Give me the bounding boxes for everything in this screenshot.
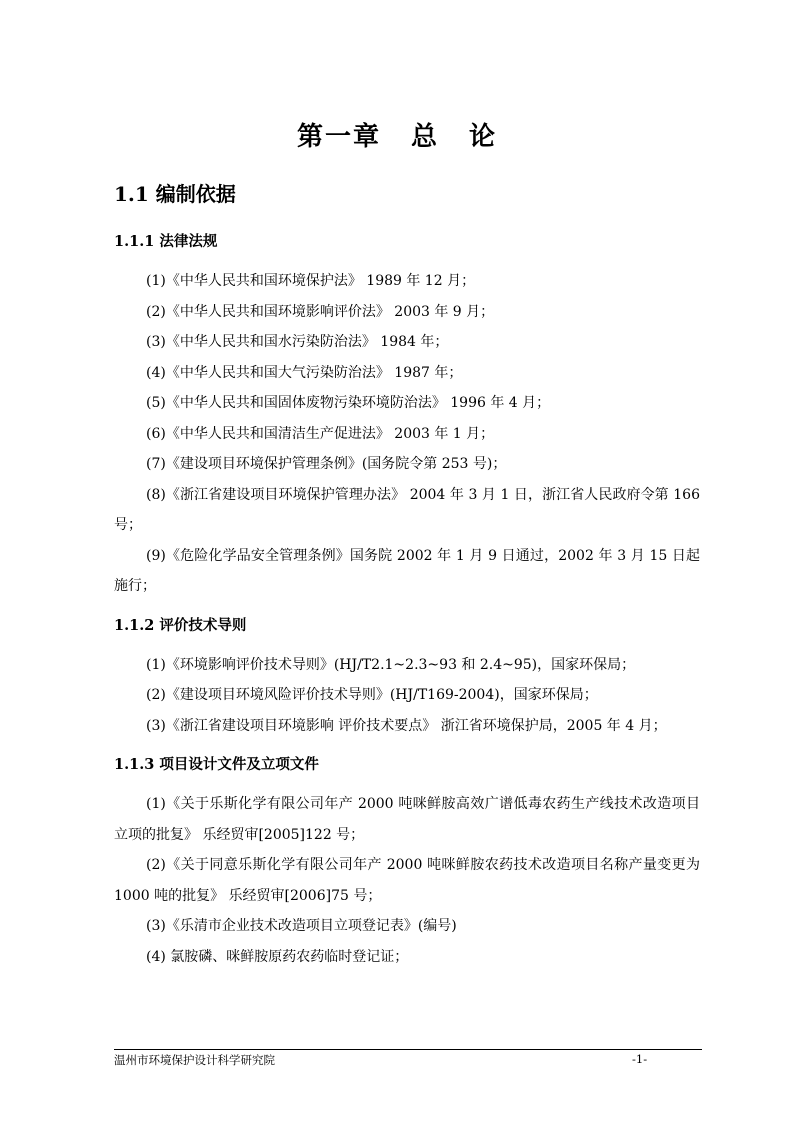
footer-organization: 温州市环境保护设计科学研究院 bbox=[114, 1053, 275, 1067]
list-item: (4)《中华人民共和国大气污染防治法》 1987 年； bbox=[146, 364, 463, 381]
list-item: (1)《关于乐斯化学有限公司年产 2000 吨咪鲜胺高效广谱低毒农药生产线技术改造项目立项的批复》 乐经贸审[2005]122 号； bbox=[114, 796, 700, 843]
list-item: (8)《浙江省建设项目环境保护管理办法》 2004 年 3 月 1 日，浙江省人民政府令第 166 号； bbox=[114, 486, 700, 533]
page-number: -1- bbox=[632, 1052, 648, 1066]
chapter-title bbox=[0, 116, 794, 153]
list-item: (1)《环境影响评价技术导则》(HJ/T2.1~2.3~93 和 2.4~95)，国家环保局； bbox=[146, 656, 636, 673]
list-item: (3)《浙江省建设项目环境影响 评价技术要点》 浙江省环境保护局，2005 年 4 月； bbox=[146, 717, 667, 734]
footer-divider bbox=[114, 1049, 702, 1050]
chapter-title-word-1: 总 bbox=[410, 122, 439, 152]
list-item: (9)《危险化学品安全管理条例》国务院 2002 年 1 月 9 日通过，2002 年 3 月 15 日起施行； bbox=[114, 547, 700, 594]
list-item: (7)《建设项目环境保护管理条例》(国务院令第 253 号)； bbox=[146, 456, 507, 472]
document-body bbox=[114, 228, 700, 972]
chapter-title-number: 第一章 bbox=[296, 122, 381, 152]
subsection-heading-laws: 1.1.1 法律法规 bbox=[114, 233, 218, 250]
chapter-title-word-2: 论 bbox=[469, 122, 498, 152]
list-item: (4) 氯胺磷、咪鲜胺原药农药临时登记证； bbox=[146, 948, 409, 965]
section-heading: 1.1 编制依据 bbox=[114, 182, 236, 206]
subsection-heading-guidelines: 1.1.2 评价技术导则 bbox=[114, 616, 247, 634]
list-item: (2)《建设项目环境风险评价技术导则》(HJ/T169-2004)，国家环保局； bbox=[146, 687, 598, 703]
subsection-heading-project-files: 1.1.3 项目设计文件及立项文件 bbox=[114, 756, 319, 773]
list-item: (3)《中华人民共和国水污染防治法》 1984 年； bbox=[146, 334, 449, 350]
list-item: (2)《中华人民共和国环境影响评价法》 2003 年 9 月； bbox=[146, 303, 495, 320]
list-item: (3)《乐清市企业技术改造项目立项登记表》(编号) bbox=[146, 918, 457, 934]
list-item: (2)《关于同意乐斯化学有限公司年产 2000 吨咪鲜胺农药技术改造项目名称产量变更为 1000 吨的批复》 乐经贸审[2006]75 号； bbox=[114, 857, 700, 904]
list-item: (6)《中华人民共和国清洁生产促进法》 2003 年 1 月； bbox=[146, 425, 495, 442]
list-item: (5)《中华人民共和国固体废物污染环境防治法》 1996 年 4 月； bbox=[146, 395, 551, 411]
list-item: (1)《中华人民共和国环境保护法》 1989 年 12 月； bbox=[146, 273, 476, 289]
